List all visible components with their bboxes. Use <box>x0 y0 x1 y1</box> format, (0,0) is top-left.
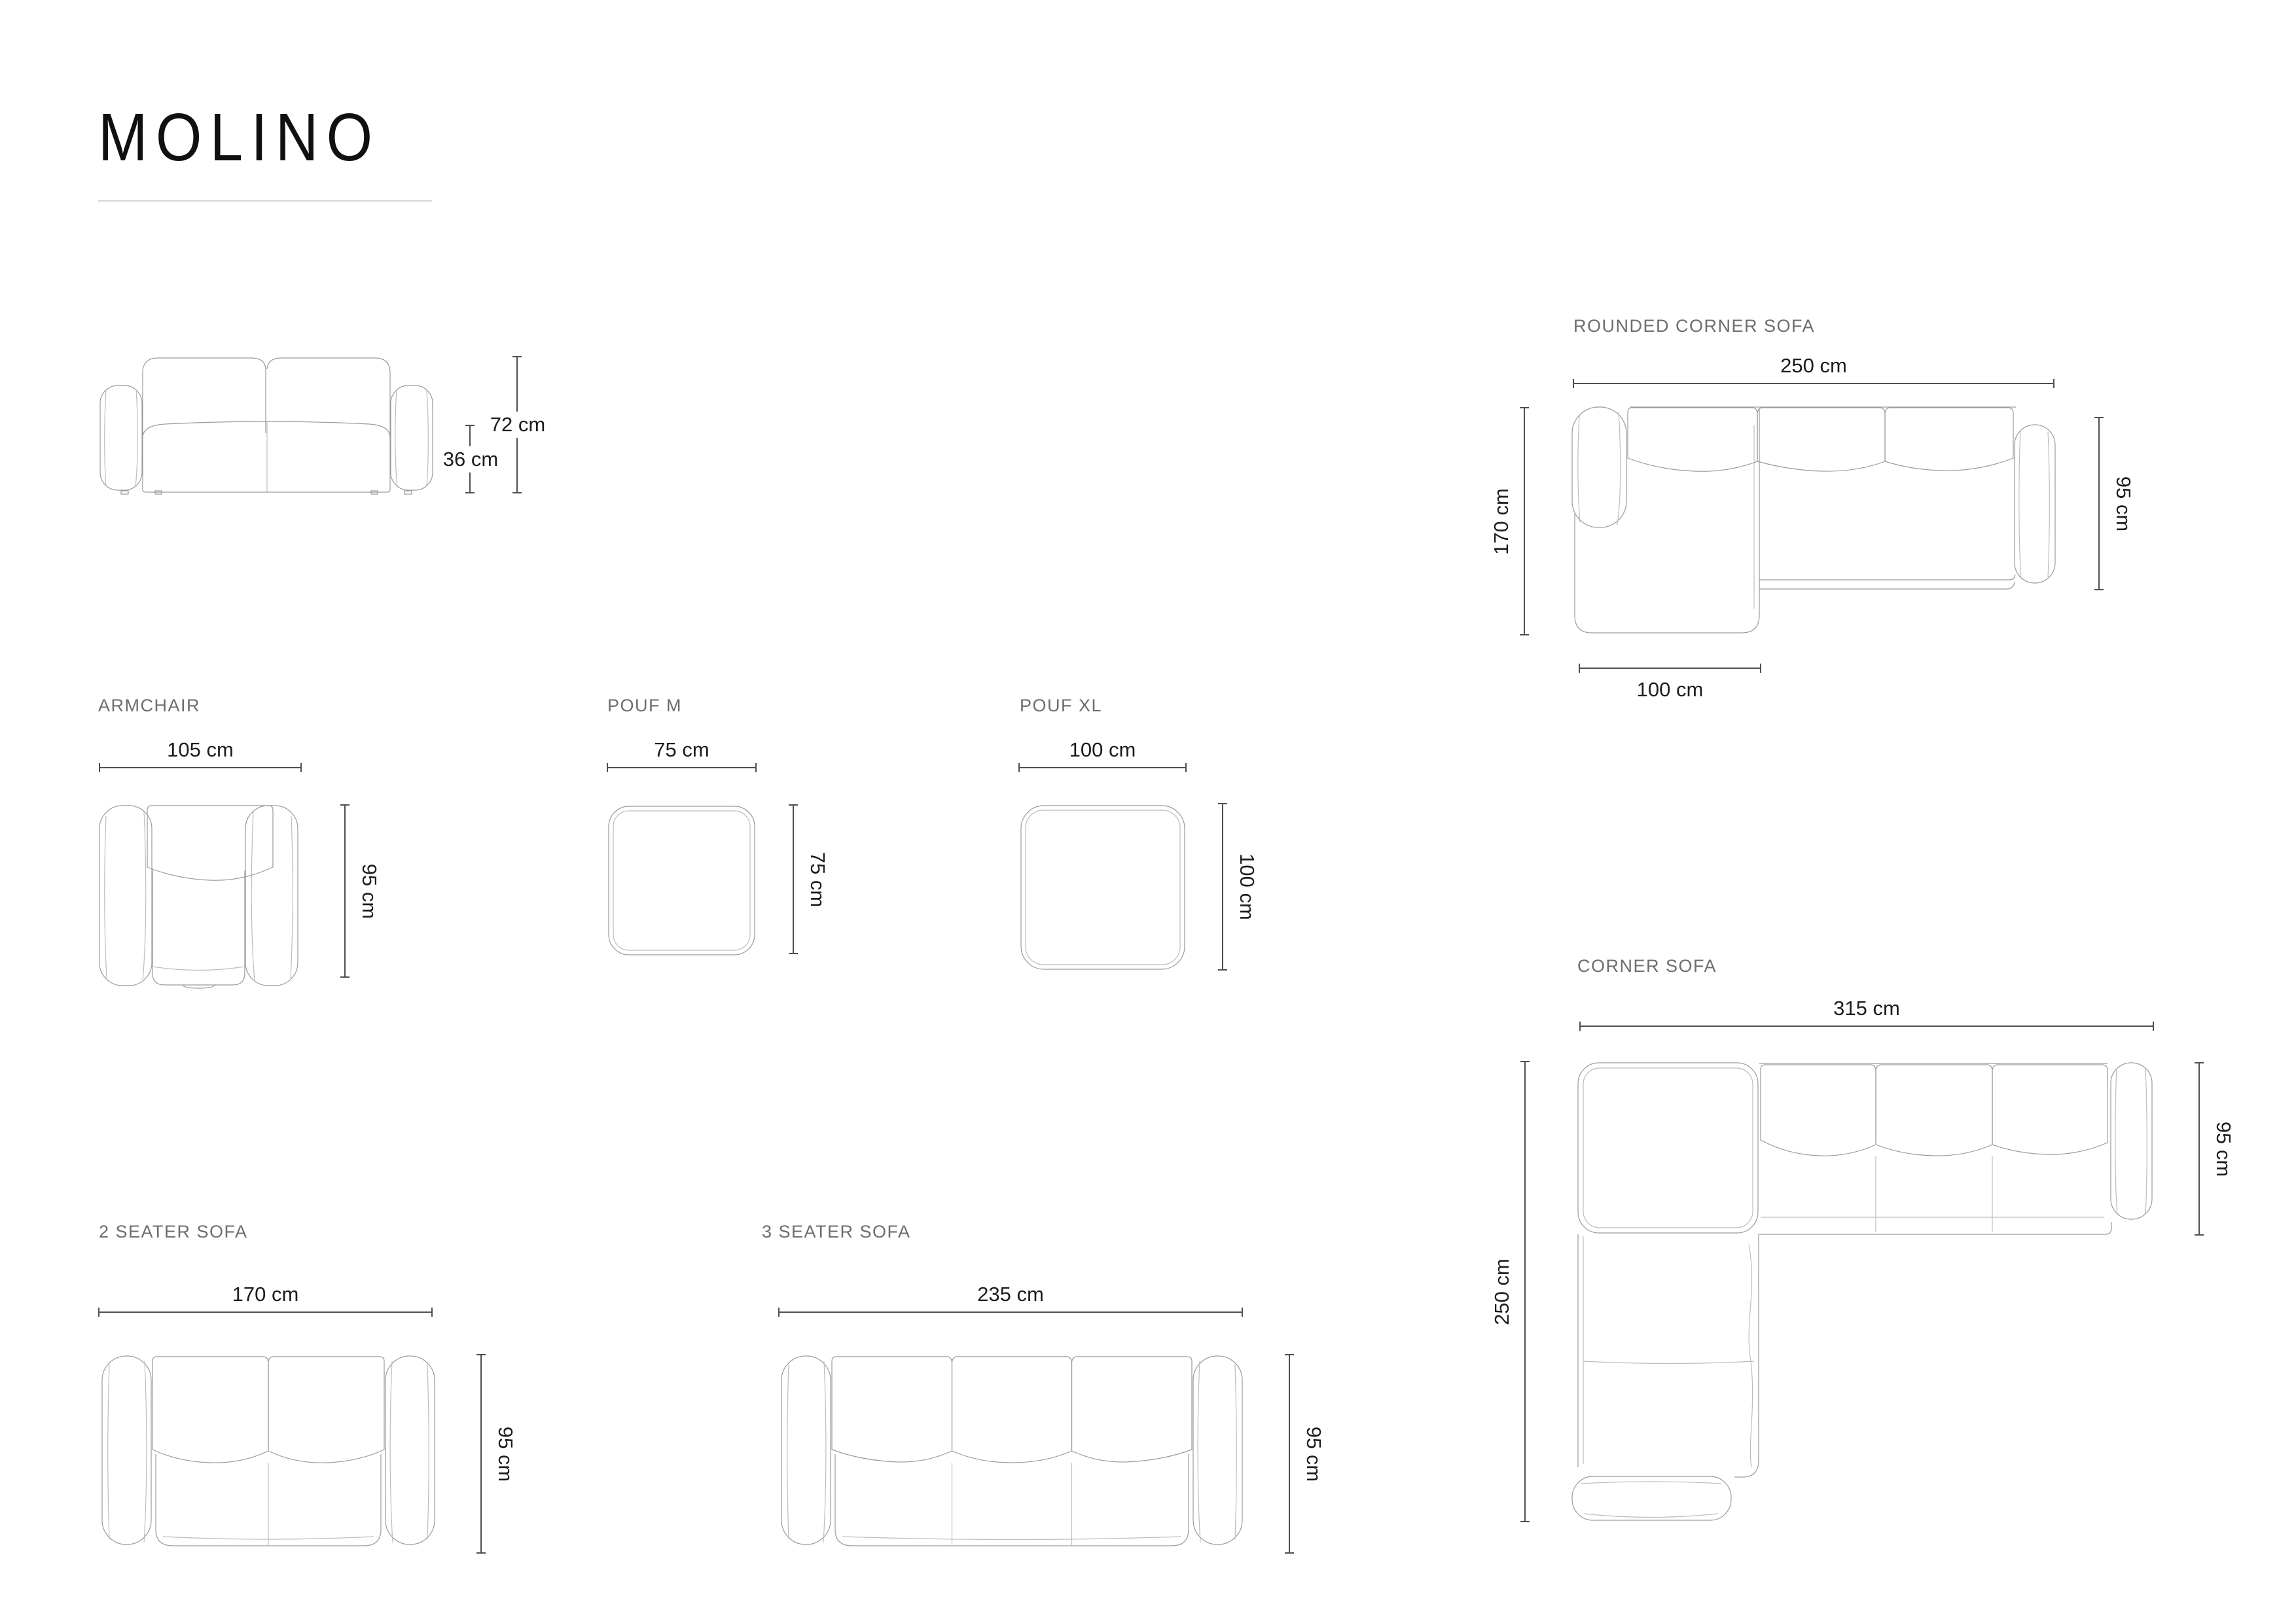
armchair-width-dimension <box>99 738 301 768</box>
chaise <box>1578 1234 1759 1477</box>
pouf-m-label: POUF M <box>607 696 682 715</box>
hero-seat-height-dimension <box>442 425 499 493</box>
right-armrest <box>1193 1356 1242 1544</box>
two-seater-width-dimension <box>99 1283 432 1313</box>
corner-sofa-depth-value: 95 cm <box>2212 1121 2235 1177</box>
back-cushion <box>147 806 273 880</box>
rounded-corner-sofa-length-dimension <box>1490 408 1525 635</box>
pouf-m-top-view-drawing <box>607 805 756 956</box>
corner-sofa-top-view-drawing <box>1571 1061 2153 1522</box>
seat-front-edge <box>1759 575 2015 589</box>
rounded-corner-sofa-label: ROUNDED CORNER SOFA <box>1573 316 1816 336</box>
hero-height-dimension <box>490 357 546 493</box>
two-seater-depth-value: 95 cm <box>494 1426 517 1482</box>
three-seater-width-dimension <box>779 1283 1242 1313</box>
bottom-armrest <box>1572 1476 1731 1520</box>
left-armrest <box>1572 407 1626 527</box>
armchair-depth-dimension <box>344 805 381 977</box>
title-underline <box>98 200 432 202</box>
left-armrest <box>100 385 142 490</box>
pouf-xl-depth-dimension <box>1222 804 1259 970</box>
three-seater-top-view-drawing <box>780 1353 1244 1553</box>
corner-sofa-width-value: 315 cm <box>1833 997 1900 1020</box>
corner-module <box>1578 1063 1758 1233</box>
armchair-width-value: 105 cm <box>167 738 234 761</box>
pouf-m-width-value: 75 cm <box>654 738 709 761</box>
back-cushions <box>143 358 390 436</box>
seat <box>143 421 390 492</box>
right-armrest <box>2015 425 2055 583</box>
two-seater-depth-dimension <box>480 1355 517 1553</box>
pouf-xl-top-view-drawing <box>1020 804 1186 971</box>
seat-front-edge <box>1759 1217 2111 1234</box>
three-seater-depth-value: 95 cm <box>1302 1426 1325 1482</box>
sofa-front-view-drawing <box>99 355 433 494</box>
corner-sofa-depth-dimension <box>2198 1063 2235 1235</box>
back-cushions <box>1759 1063 2108 1232</box>
hero-seat-height-value: 36 cm <box>438 446 503 473</box>
chaise <box>1575 408 1759 633</box>
pouf-xl-label: POUF XL <box>1020 696 1103 715</box>
pouf-m-depth-value: 75 cm <box>806 851 829 907</box>
three-seater-depth-dimension <box>1289 1355 1325 1553</box>
right-armrest <box>2111 1063 2152 1219</box>
right-armrest <box>391 385 433 490</box>
corner-sofa-length-value: 250 cm <box>1490 1258 1513 1325</box>
seat <box>835 1454 1189 1546</box>
pouf-xl-width-value: 100 cm <box>1069 738 1136 761</box>
two-seater-top-view-drawing <box>101 1353 436 1553</box>
left-armrest <box>102 1356 151 1544</box>
three-seater-sofa-label: 3 SEATER SOFA <box>762 1222 911 1241</box>
back-cushions <box>1628 408 2013 471</box>
rounded-corner-sofa-width-value: 250 cm <box>1780 354 1847 377</box>
left-armrest <box>99 806 152 986</box>
armchair-depth-value: 95 cm <box>358 863 381 919</box>
armchair-top-view-drawing <box>98 803 299 988</box>
armchair-label: ARMCHAIR <box>98 696 201 715</box>
left-armrest <box>781 1356 831 1544</box>
back-cushions <box>152 1357 384 1463</box>
rounded-corner-sofa-depth-dimension <box>2098 418 2135 590</box>
rounded-corner-sofa-width-dimension <box>1573 354 2054 384</box>
rounded-corner-sofa-depth-value: 95 cm <box>2112 476 2135 531</box>
rounded-corner-sofa-top-view-drawing <box>1571 406 2056 635</box>
corner-sofa-width-dimension <box>1580 997 2153 1027</box>
hero-height-value: 72 cm <box>485 412 550 438</box>
page-title: MOLINO <box>98 99 381 175</box>
two-seater-sofa-label: 2 SEATER SOFA <box>99 1222 248 1241</box>
seat <box>152 870 245 988</box>
seat <box>156 1454 381 1546</box>
pouf-m-width-dimension <box>607 738 756 768</box>
back-cushions <box>832 1357 1192 1463</box>
three-seater-width-value: 235 cm <box>977 1283 1044 1306</box>
rounded-corner-sofa-length-value: 170 cm <box>1490 488 1513 555</box>
corner-sofa-length-dimension <box>1490 1061 1526 1522</box>
corner-sofa-label: CORNER SOFA <box>1577 956 1717 976</box>
right-armrest <box>386 1356 435 1544</box>
pouf-xl-width-dimension <box>1019 738 1186 768</box>
right-armrest <box>245 806 298 986</box>
rounded-corner-sofa-chaise-dimension <box>1579 668 1761 701</box>
rounded-corner-sofa-chaise-value: 100 cm <box>1636 678 1704 701</box>
pouf-m-depth-dimension <box>793 805 829 954</box>
two-seater-width-value: 170 cm <box>232 1283 299 1306</box>
pouf-xl-depth-value: 100 cm <box>1236 853 1259 920</box>
